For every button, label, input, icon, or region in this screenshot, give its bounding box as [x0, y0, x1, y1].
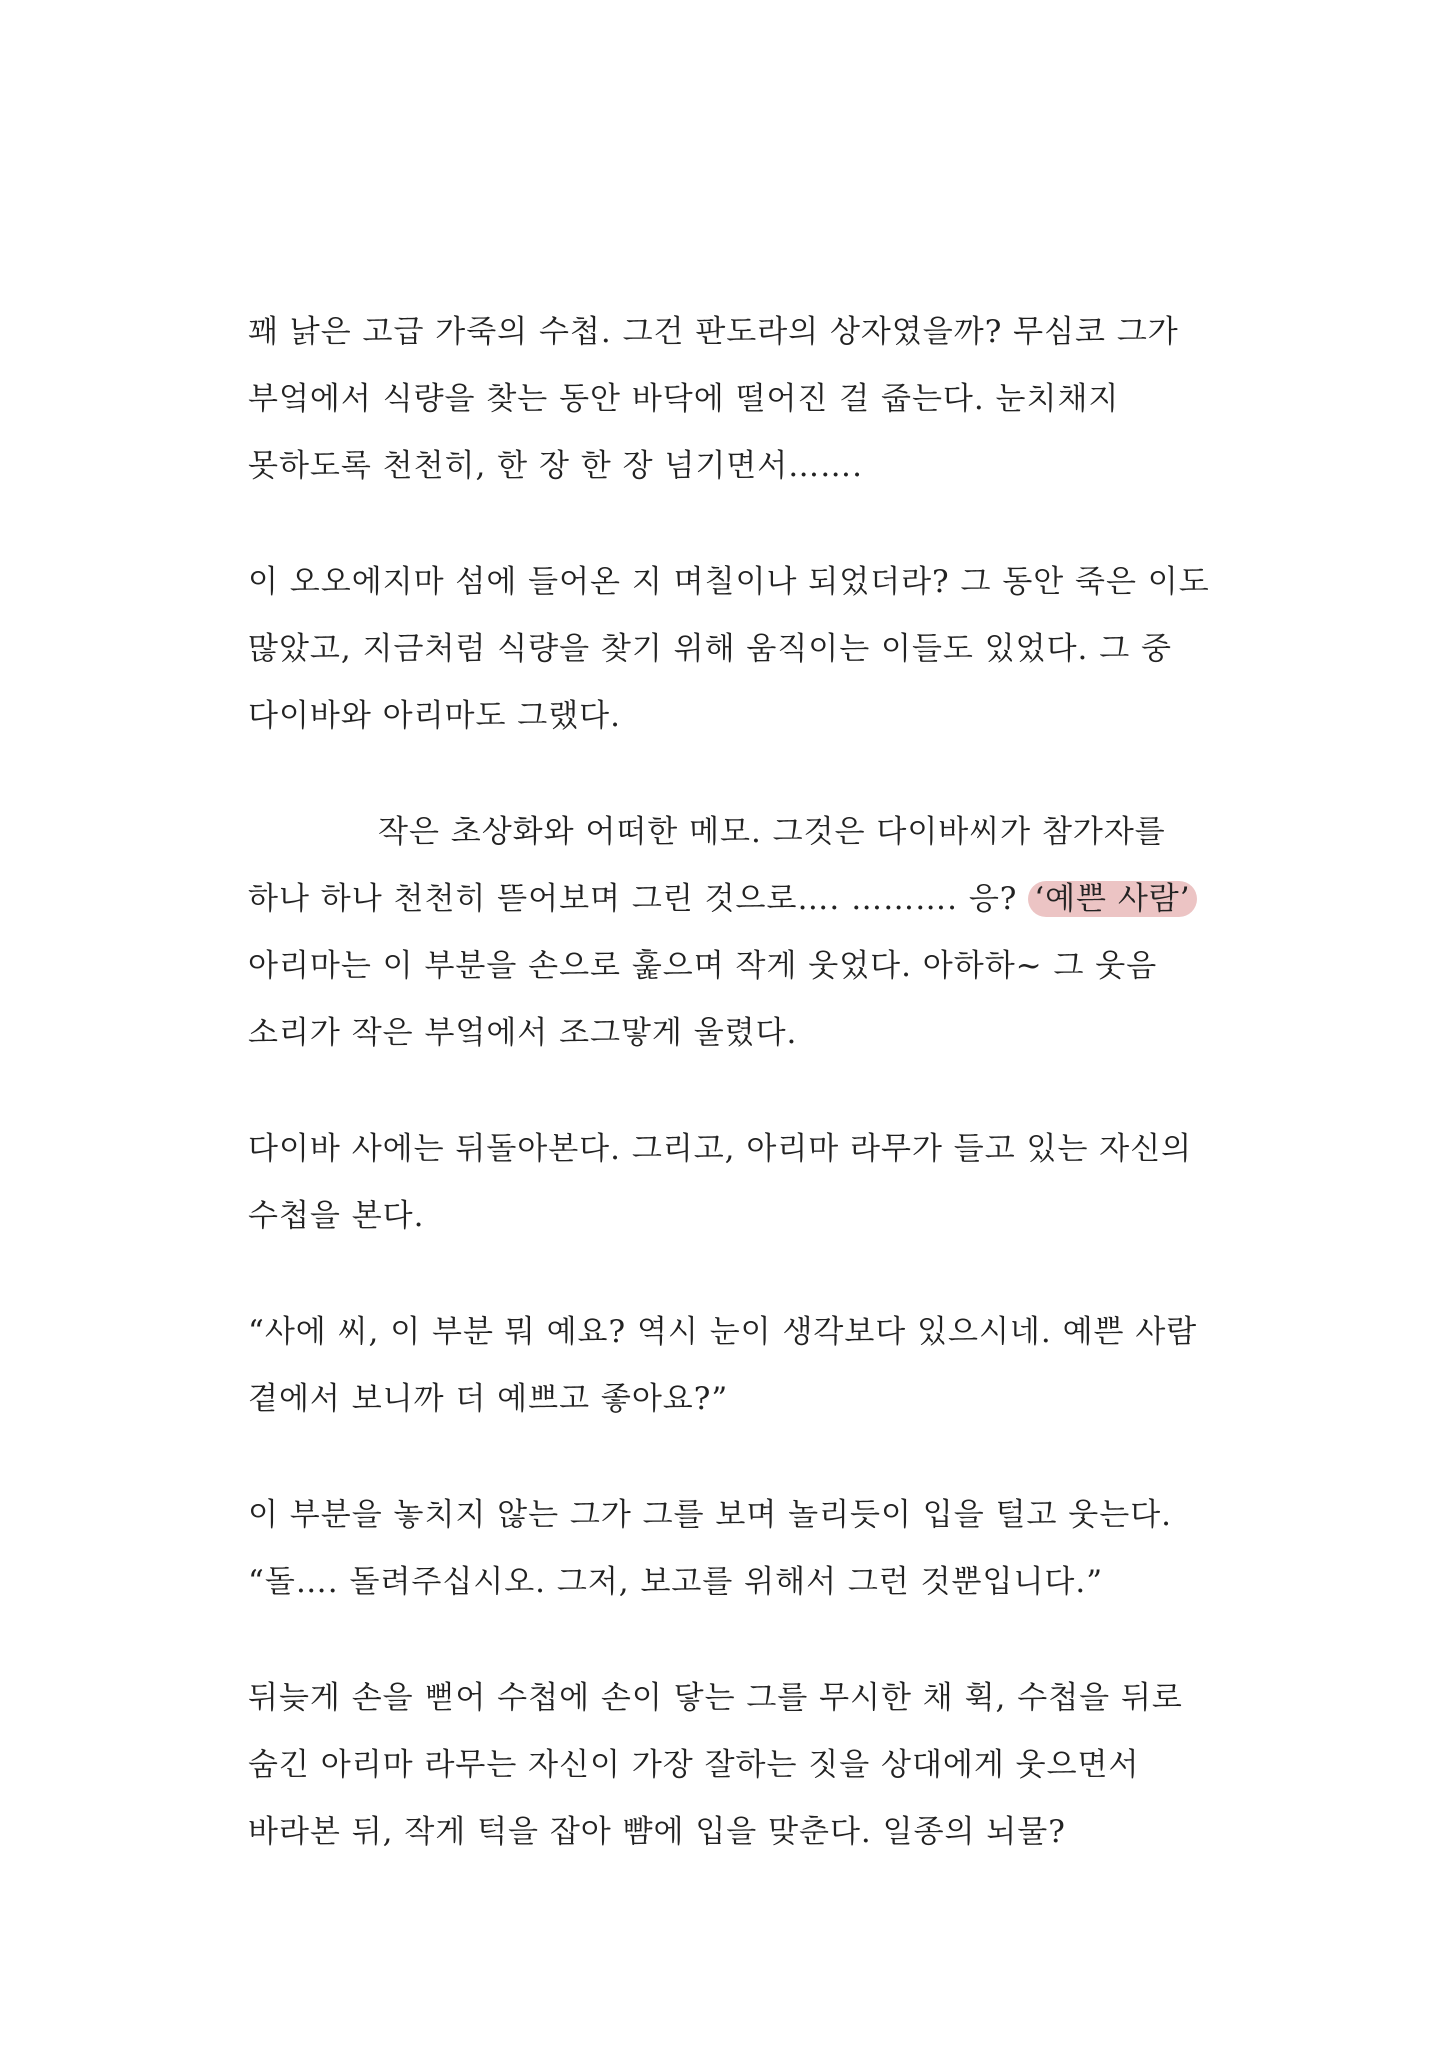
text-line: 숨긴 아리마 라무는 자신이 가장 잘하는 짓을 상대에게 웃으면서 — [248, 1747, 1140, 1783]
text-line: “사에 씨, 이 부분 뭐 예요? 역시 눈이 생각보다 있으시네. 예쁜 사람 — [248, 1314, 1198, 1350]
text-line: 이 부분을 놓치지 않는 그가 그를 보며 놀리듯이 입을 털고 웃는다. — [248, 1497, 1172, 1533]
text-line: 다이바 사에는 뒤돌아본다. 그리고, 아리마 라무가 들고 있는 자신의 — [248, 1131, 1193, 1167]
text-line-indented: 작은 초상화와 어떠한 메모. 그것은 다이바씨가 참가자를 — [378, 814, 1166, 850]
paragraph-3 — [248, 799, 1248, 1067]
text-line: 곁에서 보니까 더 예쁘고 좋아요?” — [248, 1381, 729, 1417]
document-body — [248, 299, 1248, 1866]
text-line: 다이바와 아리마도 그랬다. — [248, 698, 621, 734]
text-line: 바라본 뒤, 작게 턱을 잡아 뺨에 입을 맞춘다. 일종의 뇌물? — [248, 1814, 1066, 1850]
text-segment: 하나 하나 천천히 뜯어보며 그린 것으로…. ………. 응? — [248, 881, 1029, 917]
text-line: 아리마는 이 부분을 손으로 훑으며 작게 웃었다. 아하하~ 그 웃음 — [248, 948, 1158, 984]
paragraph-1 — [248, 299, 1248, 500]
text-line: 소리가 작은 부엌에서 조그맣게 울렸다. — [248, 1015, 798, 1051]
text-line: 수첩을 본다. — [248, 1198, 425, 1234]
text-line: 이 오오에지마 섬에 들어온 지 며칠이나 되었더라? 그 동안 죽은 이도 — [248, 564, 1210, 600]
text-line: 많았고, 지금처럼 식량을 찾기 위해 움직이는 이들도 있었다. 그 중 — [248, 631, 1172, 667]
paragraph-5 — [248, 1299, 1248, 1433]
highlighted-phrase: ‘예쁜 사람’ — [1028, 881, 1196, 917]
paragraph-6 — [248, 1482, 1248, 1616]
text-line: “돌…. 돌려주십시오. 그저, 보고를 위해서 그런 것뿐입니다.” — [248, 1564, 1104, 1600]
text-line: 꽤 낡은 고급 가죽의 수첩. 그건 판도라의 상자였을까? 무심코 그가 — [248, 314, 1179, 350]
paragraph-7 — [248, 1665, 1248, 1866]
text-line: 못하도록 천천히, 한 장 한 장 넘기면서……. — [248, 448, 864, 484]
paragraph-2 — [248, 549, 1248, 750]
text-line: 부엌에서 식량을 찾는 동안 바닥에 떨어진 걸 줍는다. 눈치채지 — [248, 381, 1120, 417]
text-line — [248, 866, 1248, 933]
text-line: 뒤늦게 손을 뻗어 수첩에 손이 닿는 그를 무시한 채 휙, 수첩을 뒤로 — [248, 1680, 1183, 1716]
paragraph-4 — [248, 1116, 1248, 1250]
